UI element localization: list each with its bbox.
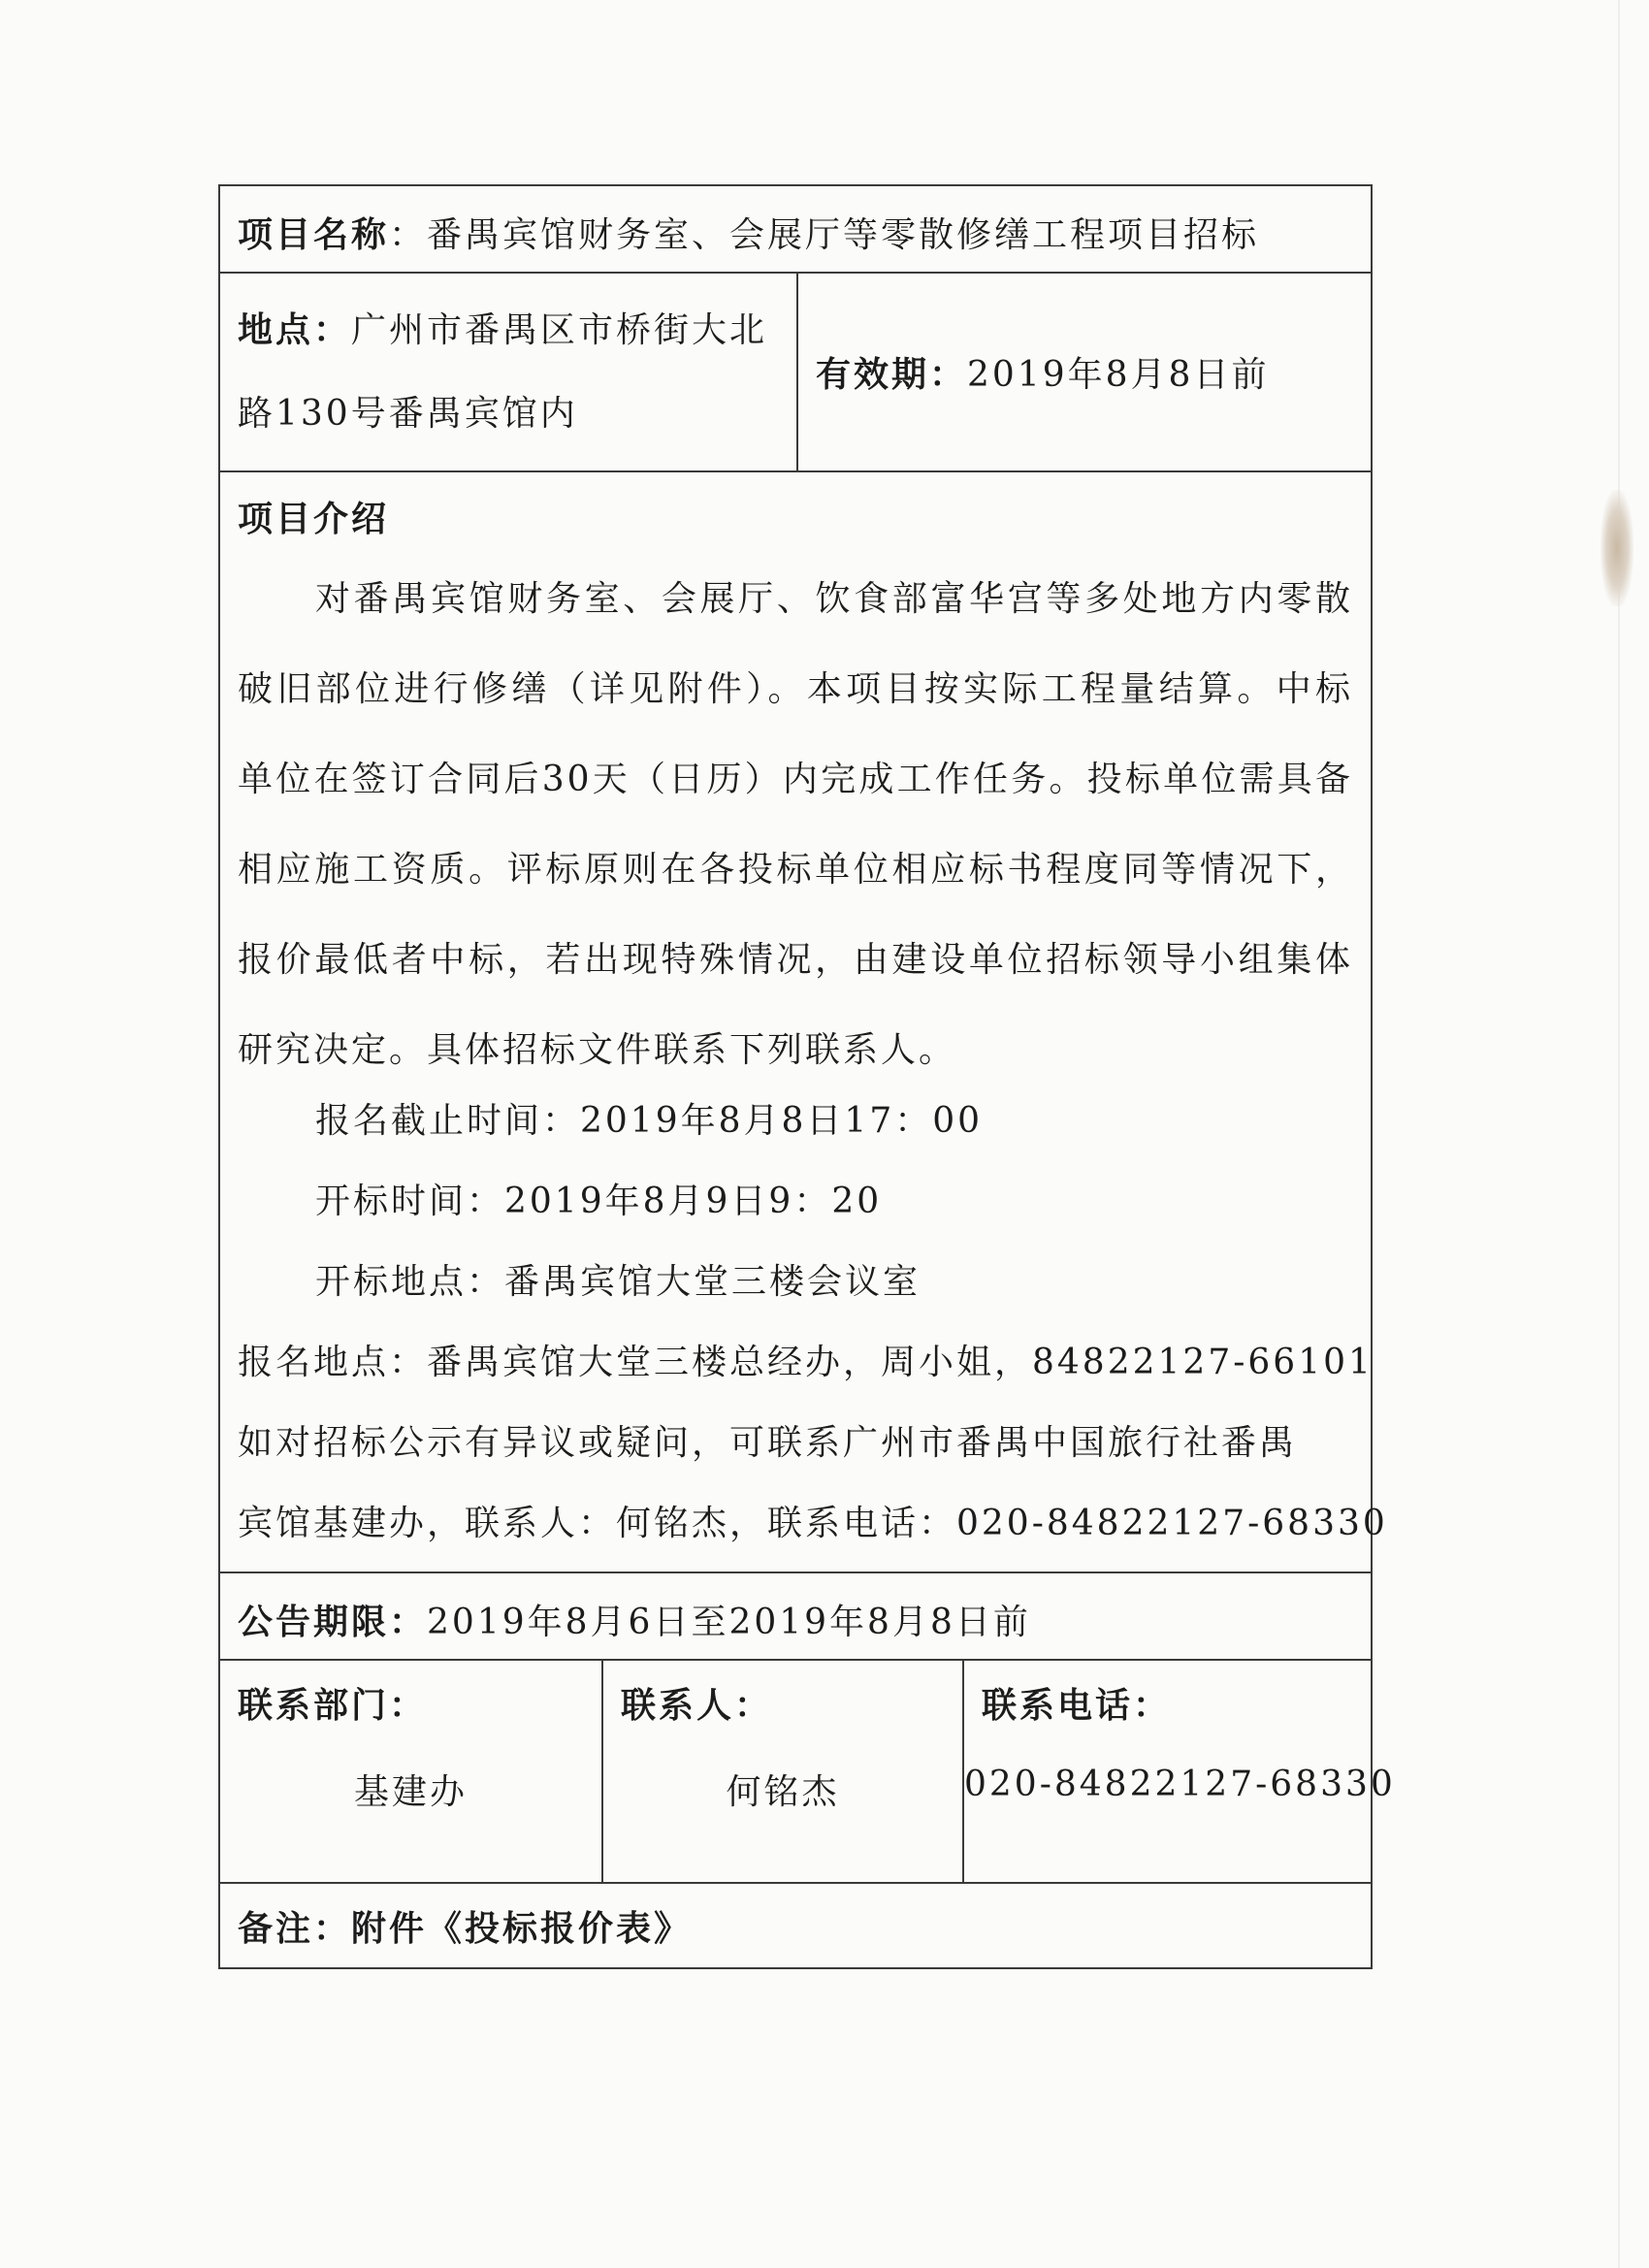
notice-period-label: 公告期限：	[238, 1603, 428, 1642]
location-value: 广州市番禺区市桥街大北路130号番禺宾馆内	[238, 310, 768, 434]
scan-edge-shadow	[1618, 0, 1620, 2268]
contact-phone-cell	[964, 1661, 1396, 1882]
contact-phone-label: 联系电话：	[982, 1686, 1172, 1726]
remark-row	[220, 1884, 1371, 1967]
location-validity-row	[220, 274, 1371, 472]
paper-stain	[1600, 490, 1633, 606]
contact-dept-value: 基建办	[353, 1772, 468, 1812]
tender-notice-table	[218, 184, 1396, 1969]
validity-cell	[798, 274, 1371, 470]
location-cell	[220, 274, 798, 470]
bid-opening-time: 开标时间：2019年8月9日9：20	[315, 1182, 883, 1221]
objection-line-1: 如对招标公示有异议或疑问，可联系广州市番禺中国旅行社番禺	[238, 1423, 1298, 1463]
contact-phone-value: 020-84822127-68330	[964, 1765, 1396, 1804]
project-name-row	[220, 186, 1371, 274]
notice-period-value: 2019年8月6日至2019年8月8日前	[427, 1603, 1031, 1642]
remark-line	[238, 1901, 692, 1951]
contact-dept-cell	[220, 1661, 603, 1882]
contact-person-cell	[603, 1661, 964, 1882]
project-name-label: 项目名称	[238, 215, 390, 255]
notice-period-line	[238, 1595, 1031, 1644]
project-intro-row	[220, 472, 1388, 1573]
validity-label: 有效期：	[816, 355, 968, 395]
project-name-value: 番禺宾馆财务室、会展厅等零散修缮工程项目招标	[427, 215, 1260, 255]
validity-value: 2019年8月8日前	[967, 355, 1270, 395]
remark-label: 备注：	[238, 1909, 352, 1949]
notice-period-row	[220, 1573, 1371, 1661]
contact-dept-label: 联系部门：	[238, 1686, 428, 1726]
intro-paragraph: 对番禺宾馆财务室、会展厅、饮食部富华宫等多处地方内零散破旧部位进行修缮（详见附件）。本项目按实际工程量结算。中标单位在签订合同后30天（日历）内完成工作任务。投标单位需具备相应施工资质。评标原则在各投标单位相应标书程度同等情况下，报价最低者中标，若出现特殊情况，由建设单位招标领导小组集体研究决定。具体招标文件联系下列联系人。	[238, 579, 1353, 1070]
signup-deadline: 报名截止时间：2019年8月8日17：00	[315, 1101, 984, 1141]
bid-opening-place: 开标地点：番禺宾馆大堂三楼会议室	[315, 1262, 922, 1302]
signup-place: 报名地点：番禺宾馆大堂三楼总经办，周小姐，84822127-66101	[238, 1343, 1374, 1382]
project-name-line	[238, 208, 1259, 257]
objection-line-2: 宾馆基建办，联系人：何铭杰，联系电话：020-84822127-68330	[238, 1504, 1388, 1543]
contact-person-label: 联系人：	[621, 1686, 773, 1726]
project-name-separator: ：	[389, 215, 428, 255]
intro-heading: 项目介绍	[238, 500, 390, 539]
remark-value: 附件《投标报价表》	[351, 1909, 693, 1949]
contact-person-value: 何铭杰	[726, 1772, 840, 1812]
contact-row	[220, 1661, 1396, 1884]
location-label: 地点：	[238, 310, 352, 350]
